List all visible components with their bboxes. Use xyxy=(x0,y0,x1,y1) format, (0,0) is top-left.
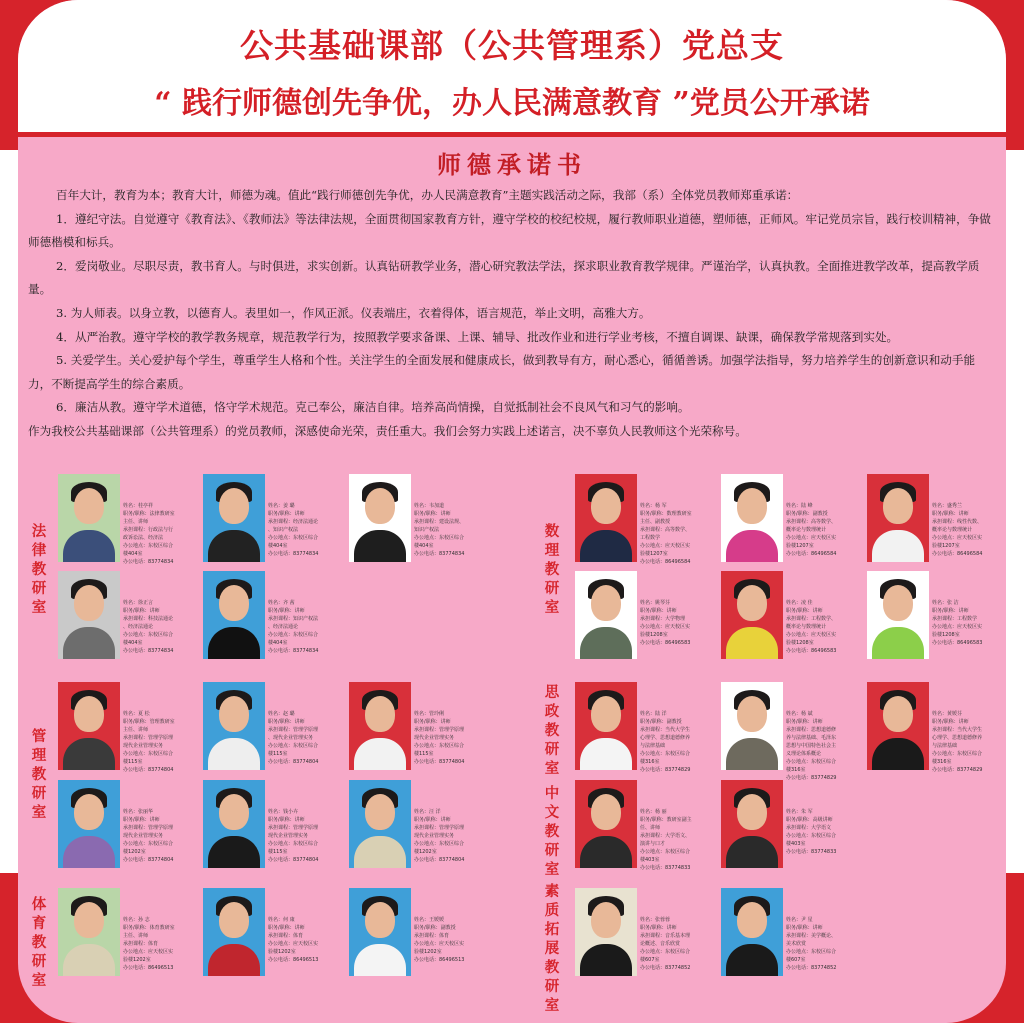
staff-card xyxy=(58,682,193,772)
staff-photo xyxy=(721,780,783,868)
staff-info-line: 姓名：张丽华 xyxy=(123,809,154,815)
staff-info-line: 办公地点：东校区综合 xyxy=(640,751,691,757)
staff-info-line: 承担课程：体育 xyxy=(123,941,159,947)
staff-info-line: 验楼1208室 xyxy=(786,640,814,646)
staff-info-line: 承担课程：管理学原理 xyxy=(268,727,319,733)
staff-photo xyxy=(575,780,637,868)
staff-info-line: 姓名：张蓉蓉 xyxy=(640,917,671,923)
staff-info-line: 办公地点：东校区综合 xyxy=(786,833,837,839)
staff-info-line: 办公地点：应天校区实 xyxy=(640,624,691,630)
staff-info-line: 心理学、思想道德修养 xyxy=(932,735,983,741)
staff-info-line: 办公电话：83774829 xyxy=(640,767,691,773)
staff-card xyxy=(721,474,856,564)
staff-info-line: 办公电话：83774852 xyxy=(786,965,837,971)
staff-info xyxy=(786,502,856,558)
staff-info xyxy=(786,599,856,655)
staff-info-line: 现代企业管理实务 xyxy=(123,743,164,749)
staff-info-line: 承担课程：体育 xyxy=(268,933,304,939)
staff-info-line: 概率论与数理统计 xyxy=(786,527,827,533)
staff-info-line: 办公电话：83774834 xyxy=(123,559,174,565)
staff-info xyxy=(123,808,193,864)
section-label-math: 数理教研室 xyxy=(544,523,560,616)
staff-info-line: 美术欣赏 xyxy=(786,941,807,947)
staff-info-line: 楼404室 xyxy=(123,551,143,557)
pledge-title: 师德承诺书 xyxy=(437,150,587,179)
staff-info-line: 职务/职称：讲师 xyxy=(268,608,305,614)
staff-info-line: 姓名：韦加道 xyxy=(414,503,445,509)
staff-info xyxy=(268,502,338,558)
staff-info-line: 办公地点：东校区综合 xyxy=(640,849,691,855)
staff-info-line: 姓名：齐 茜 xyxy=(268,600,295,606)
staff-info-line: 承担课程：管理学原理 xyxy=(123,735,174,741)
staff-info-line: 办公电话：83774834 xyxy=(268,648,319,654)
staff-photo xyxy=(58,474,120,562)
staff-info-line: 职务/职称：讲师 xyxy=(414,719,451,725)
staff-photo xyxy=(203,780,265,868)
staff-info-line: 姓名：朱 军 xyxy=(786,809,813,815)
staff-info-line: 、知识产权法 xyxy=(268,527,299,533)
staff-card xyxy=(58,571,193,661)
staff-info-line: 姓名：陆 峰 xyxy=(786,503,813,509)
staff-info-line: 承担课程：建设法规、 xyxy=(414,519,465,525)
staff-info-line: 办公电话：83774834 xyxy=(268,551,319,557)
staff-info-line: 承担课程：线性代数、 xyxy=(932,519,983,525)
staff-info-line: 楼403室 xyxy=(786,841,806,847)
staff-info-line: 职务/职称：副教授 xyxy=(786,511,828,517)
poster-subtitle: “ 践行师德创先争优，办人民满意教育 ”党员公开承诺 xyxy=(154,86,870,121)
staff-info-line: 办公地点：东校区综合 xyxy=(268,632,319,638)
staff-info-line: 楼404室 xyxy=(123,640,143,646)
staff-info-line: 办公地点：东校区综合 xyxy=(123,543,174,549)
staff-info xyxy=(268,710,338,766)
staff-info-line: 楼1202室 xyxy=(414,849,437,855)
staff-info-line: 办公电话：83774829 xyxy=(932,767,983,773)
staff-info-line: 楼115室 xyxy=(414,751,434,757)
staff-card xyxy=(867,682,1002,772)
staff-card xyxy=(575,682,710,772)
staff-info-line: 办公电话：86496584 xyxy=(786,551,837,557)
staff-info-line: 办公地点：东校区综合 xyxy=(414,743,465,749)
staff-info xyxy=(786,916,856,972)
staff-info-line: 姓名：张 洁 xyxy=(932,600,959,606)
staff-photo xyxy=(721,571,783,659)
staff-info-line: 办公电话：83774833 xyxy=(786,849,837,855)
staff-info-line: 职务/职称：讲师 xyxy=(932,719,969,725)
staff-info-line: 楼404室 xyxy=(414,543,434,549)
staff-card xyxy=(575,474,710,564)
staff-info-line: 楼115室 xyxy=(123,759,143,765)
staff-card xyxy=(58,474,193,564)
staff-info-line: 承担课程：思想道德修 xyxy=(786,727,837,733)
staff-info-line: 楼316室 xyxy=(786,767,806,773)
staff-info-line: 楼404室 xyxy=(268,543,288,549)
staff-info-line: 楼404室 xyxy=(268,640,288,646)
staff-info-line: 职务/职称：副教授 xyxy=(640,719,682,725)
staff-info-line: 职务/职称：讲师 xyxy=(268,817,305,823)
staff-info-line: 楼607室 xyxy=(640,957,660,963)
staff-info-line: 姓名：杨 丽 xyxy=(640,809,667,815)
staff-info-line: 职务/职称：讲师 xyxy=(786,719,823,725)
staff-photo xyxy=(203,888,265,976)
staff-info-line: 办公电话：83774804 xyxy=(123,857,174,863)
staff-info-line: 主任、讲师 xyxy=(123,727,149,733)
staff-info-line: 姓名：汪 洋 xyxy=(414,809,441,815)
staff-card xyxy=(575,571,710,661)
staff-info xyxy=(640,710,710,774)
section-label-chinese: 中文教研室 xyxy=(544,785,560,878)
staff-info-line: 验楼1202室 xyxy=(414,949,442,955)
staff-info-line: 政诉讼法、经济法 xyxy=(123,535,164,541)
staff-info-line: 楼316室 xyxy=(932,759,952,765)
staff-card xyxy=(721,780,856,870)
staff-info-line: 办公电话：86496583 xyxy=(932,640,983,646)
staff-info-line: 职务/职称：讲师 xyxy=(640,925,677,931)
staff-photo xyxy=(58,780,120,868)
staff-info-line: 姓名：陆 洋 xyxy=(640,711,667,717)
staff-info-line: 办公地点：东校区综合 xyxy=(268,841,319,847)
staff-info xyxy=(123,710,193,774)
staff-photo xyxy=(58,888,120,976)
staff-photo xyxy=(58,682,120,770)
staff-info-line: 办公电话：83774833 xyxy=(640,865,691,871)
staff-card xyxy=(575,888,710,978)
staff-info-line: 主任、副教授 xyxy=(640,519,671,525)
staff-info-line: 姓名：王媛媛 xyxy=(414,917,445,923)
staff-card xyxy=(349,888,484,978)
staff-info-line: 职务/职称：数理教研室 xyxy=(640,511,692,517)
staff-info-line: 办公电话：83774804 xyxy=(268,857,319,863)
staff-info-line: 验楼1202室 xyxy=(268,949,296,955)
staff-info-line: 办公地点：东校区综合 xyxy=(414,535,465,541)
staff-info-line: 与法律基础 xyxy=(640,743,666,749)
staff-info-line: 办公电话：86496583 xyxy=(786,648,837,654)
staff-info-line: 姓名：何 康 xyxy=(268,917,295,923)
staff-info-line: 职务/职称：讲师 xyxy=(640,608,677,614)
staff-photo xyxy=(349,780,411,868)
staff-card xyxy=(203,888,338,978)
staff-info-line: 职务/职称：体育教研室 xyxy=(123,925,175,931)
staff-info-line: 楼316室 xyxy=(640,759,660,765)
staff-info-line: 姓名：姚琴芬 xyxy=(640,600,671,606)
staff-info-line: 承担课程：大学语文 xyxy=(786,825,832,831)
divider xyxy=(18,132,1006,137)
staff-info-line: 楼607室 xyxy=(786,957,806,963)
staff-info-line: 与法律基础 xyxy=(932,743,958,749)
staff-info-line: 义理论体系概论 xyxy=(786,751,822,757)
staff-info-line: 概率论与数理统计 xyxy=(932,527,973,533)
staff-info-line: 办公地点：东校区综合 xyxy=(414,841,465,847)
staff-info xyxy=(932,710,1002,774)
staff-info-line: 办公地点：应天校区实 xyxy=(786,535,837,541)
staff-photo xyxy=(867,571,929,659)
staff-info-line: 姓名：徐正言 xyxy=(123,600,154,606)
staff-info-line: 承担课程：管理学原理 xyxy=(414,727,465,733)
staff-info-line: 办公地点：东校区综合 xyxy=(123,841,174,847)
staff-card xyxy=(721,571,856,661)
staff-info-line: 职务/职称：副教授 xyxy=(414,925,456,931)
staff-info-line: 论概述、音乐欣赏 xyxy=(640,941,681,947)
staff-info-line: 姓名：钱小卉 xyxy=(268,809,299,815)
staff-photo xyxy=(203,682,265,770)
staff-info xyxy=(640,916,710,972)
staff-info-line: 办公电话：83774834 xyxy=(123,648,174,654)
staff-info-line: 现代企业管理实务 xyxy=(123,833,164,839)
staff-info-line: 办公电话：86496513 xyxy=(123,965,174,971)
staff-card xyxy=(203,571,338,661)
staff-info-line: 姓名：黄媛芬 xyxy=(932,711,963,717)
staff-info-line: 办公地点：东校区综合 xyxy=(786,759,837,765)
staff-photo xyxy=(349,474,411,562)
staff-info-line: 姓名：夏 松 xyxy=(123,711,150,717)
staff-info-line: 办公电话：83774834 xyxy=(414,551,465,557)
staff-card xyxy=(203,780,338,870)
staff-card xyxy=(721,682,856,781)
staff-info-line: 承担课程：大学语文、 xyxy=(640,833,691,839)
staff-info-line: 验楼1202室 xyxy=(123,957,151,963)
staff-card xyxy=(575,780,710,870)
staff-photo xyxy=(867,682,929,770)
staff-info-line: 职务/职称：讲师 xyxy=(123,608,160,614)
staff-info-line: 办公地点：东校区综合 xyxy=(123,632,174,638)
staff-info-line: 承担课程：当代大学生 xyxy=(640,727,691,733)
staff-info-line: 、经济法通论 xyxy=(123,624,154,630)
staff-info-line: 办公电话：86496583 xyxy=(640,640,691,646)
staff-info-line: 职务/职称：讲师 xyxy=(268,719,305,725)
staff-card xyxy=(58,888,193,978)
staff-info xyxy=(268,808,338,864)
staff-photo xyxy=(349,888,411,976)
staff-info-line: 办公电话：83774852 xyxy=(640,965,691,971)
staff-info-line: 承担课程：管理学原理 xyxy=(123,825,174,831)
staff-card xyxy=(349,780,484,870)
staff-info-line: 主任、讲师 xyxy=(123,519,149,525)
pledge-paragraph: 作为我校公共基础课部（公共管理系）的党员教师，深感使命光荣，责任重大。我们会努力实践上述诺言，决不辜负人民教师这个光荣称号。 xyxy=(28,423,747,438)
staff-info-line: 姓名：管玲俐 xyxy=(414,711,445,717)
staff-info-line: 职务/职称：讲师 xyxy=(414,511,451,517)
staff-info-line: 承担课程：科技法通论 xyxy=(123,616,174,622)
staff-photo xyxy=(575,888,637,976)
staff-photo xyxy=(867,474,929,562)
staff-info-line: 姓名：尹 星 xyxy=(786,917,813,923)
staff-info-line: 楼115室 xyxy=(268,751,288,757)
staff-info-line: 演讲与口才 xyxy=(640,841,666,847)
staff-info xyxy=(640,599,710,647)
staff-card xyxy=(349,682,484,772)
staff-photo xyxy=(721,888,783,976)
staff-info-line: 承担课程：当代大学生 xyxy=(932,727,983,733)
staff-info-line: 承担课程：管理学原理 xyxy=(414,825,465,831)
staff-info-line: 任、讲师 xyxy=(640,825,661,831)
pledge-paragraph: 3. 为人师表。以身立教，以德育人。表里如一，作风正派。仪表端庄，衣着得体，语言规范，举止文明，高雅大方。 xyxy=(56,305,651,320)
staff-info-line: 办公地点：应天校区实 xyxy=(414,941,465,947)
staff-info-line: 办公地点：东校区综合 xyxy=(932,751,983,757)
staff-info-line: 职务/职称：讲师 xyxy=(268,925,305,931)
staff-info-line: 承担课程：管理学原理 xyxy=(268,825,319,831)
staff-info-line: 办公地点：东校区综合 xyxy=(268,743,319,749)
poster-title: 公共基础课部（公共管理系）党总支 xyxy=(240,26,784,65)
staff-info-line: 办公地点：应天校区实 xyxy=(786,632,837,638)
staff-info-line: 办公电话：83774829 xyxy=(786,775,837,781)
pledge-paragraph: 4．从严治教。遵守学校的教学教务规章，规范教学行为，按照教学要求备课、上课、辅导、批改作业和进行学业考核，不擅自调课、缺课，确保教学常规落到实处。 xyxy=(56,329,899,344)
staff-info-line: 办公电话：86496584 xyxy=(640,559,691,565)
staff-info-line: 办公电话：86496513 xyxy=(268,957,319,963)
staff-info-line: 概率论与数理统计 xyxy=(786,624,827,630)
staff-info-line: 职务/职称：管理教研室 xyxy=(123,719,175,725)
staff-info-line: 办公地点：东校区综合 xyxy=(123,751,174,757)
staff-info xyxy=(932,502,1002,558)
staff-info-line: 办公地点：应天校区实 xyxy=(932,535,983,541)
staff-info-line: 职务/职称：讲师 xyxy=(123,817,160,823)
staff-info-line: 思想与中国特色社会主 xyxy=(786,743,837,749)
staff-info-line: 职务/职称：讲师 xyxy=(786,925,823,931)
staff-photo xyxy=(349,682,411,770)
staff-info xyxy=(123,916,193,972)
pledge-paragraph: 2．爱岗敬业。尽职尽责，教书育人。与时俱进，求实创新。认真钻研教学业务，潜心研究教法学法，探求职业教育教学规律。严谨治学，认真执教。全面推进教学改革，提高教学质量。 xyxy=(28,258,980,297)
staff-info-line: 、现代企业管理实务 xyxy=(268,735,314,741)
staff-photo xyxy=(575,571,637,659)
staff-info-line: 验楼1207室 xyxy=(786,543,814,549)
staff-info-line: 职务/职称：法律教研室 xyxy=(123,511,175,517)
pledge-paragraph: 6．廉洁从教。遵守学术道德，恪守学术规范。克己奉公，廉洁自律。培养高尚情操，自觉抵制社会不良风气和习气的影响。 xyxy=(56,400,690,415)
staff-info-line: 承担课程：工程数学 xyxy=(932,616,978,622)
staff-info xyxy=(414,502,484,558)
staff-info xyxy=(414,710,484,766)
staff-info-line: 承担课程：音乐基本理 xyxy=(640,933,691,939)
section-label-pe: 体育教研室 xyxy=(31,896,47,989)
staff-info-line: 办公地点：应天校区实 xyxy=(268,941,319,947)
staff-card xyxy=(867,474,1002,564)
pledge-paragraph: 百年大计，教育为本；教育大计，师德为魂。值此“践行师德创先争优，办人民满意教育”主题实践活动之际，我部（系）全体党员教师郑重承诺： xyxy=(56,188,799,202)
staff-info xyxy=(414,916,484,964)
staff-photo xyxy=(575,682,637,770)
staff-info-line: 姓名：杨 斌 xyxy=(786,711,813,717)
staff-info-line: 姓名：赵 璐 xyxy=(268,711,295,717)
staff-info-line: 工程数学 xyxy=(640,535,661,541)
staff-photo xyxy=(58,571,120,659)
staff-card xyxy=(349,474,484,564)
staff-info-line: 职务/职称：讲师 xyxy=(786,608,823,614)
staff-info xyxy=(932,599,1002,647)
staff-info-line: 验楼1207室 xyxy=(932,543,960,549)
staff-info-line: 承担课程：美学概论、 xyxy=(786,933,837,939)
staff-info-line: 现代企业管理实务 xyxy=(268,833,309,839)
staff-photo xyxy=(721,474,783,562)
staff-info-line: 办公电话：83774804 xyxy=(414,857,465,863)
staff-info-line: 心理学、思想道德修养 xyxy=(640,735,691,741)
staff-info-line: 办公地点：应天校区实 xyxy=(123,949,174,955)
staff-info xyxy=(123,502,193,566)
staff-info-line: 姓名：孙 志 xyxy=(123,917,150,923)
staff-info-line: 办公地点：东校区综合 xyxy=(268,535,319,541)
staff-card xyxy=(867,571,1002,661)
staff-card xyxy=(58,780,193,870)
pledge-body xyxy=(28,184,998,444)
staff-card xyxy=(203,682,338,772)
section-label-law: 法律教研室 xyxy=(31,523,47,616)
staff-info-line: 办公电话：83774804 xyxy=(414,759,465,765)
staff-info-line: 现代企业管理实务 xyxy=(414,735,455,741)
staff-info-line: 姓名：盛秀兰 xyxy=(932,503,963,509)
staff-info-line: 承担课程：高等数学、 xyxy=(786,519,837,525)
staff-photo xyxy=(203,474,265,562)
staff-info-line: 承担课程：工程数学、 xyxy=(786,616,837,622)
staff-info-line: 承担课程：经济法通论 xyxy=(268,519,319,525)
section-label-management: 管理教研室 xyxy=(31,728,47,821)
staff-info-line: 知识产权法 xyxy=(414,527,440,533)
staff-info xyxy=(640,808,710,872)
staff-info-line: 职务/职称：讲师 xyxy=(932,511,969,517)
staff-info-line: 姓名：杨 军 xyxy=(640,503,667,509)
staff-photo xyxy=(203,571,265,659)
staff-info-line: 承担课程：行政法与行 xyxy=(123,527,174,533)
staff-info xyxy=(414,808,484,864)
staff-info-line: 职务/职称：讲师 xyxy=(932,608,969,614)
staff-photo xyxy=(721,682,783,770)
poster-board xyxy=(18,0,1006,1023)
staff-info-line: 主任、讲师 xyxy=(123,933,149,939)
pledge-paragraph: 5. 关爱学生。关心爱护每个学生，尊重学生人格和个性。关注学生的全面发展和健康成长，做到教导有方，耐心悉心，循循善诱。加强学法指导，努力培养学生的创新意识和动手能力，不断提高学生的综合素质。 xyxy=(28,353,976,391)
staff-info-line: 验楼1207室 xyxy=(640,551,668,557)
staff-info-line: 职务/职称：讲师 xyxy=(268,511,305,517)
staff-info-line: 承担课程：高等数学、 xyxy=(640,527,691,533)
staff-info xyxy=(123,599,193,655)
staff-info-line: 办公地点：应天校区实 xyxy=(640,543,691,549)
staff-info xyxy=(640,502,710,566)
staff-info xyxy=(268,599,338,655)
section-label-quality: 素质拓展教研室 xyxy=(544,883,560,1014)
poster-header xyxy=(18,0,1006,134)
staff-card xyxy=(203,474,338,564)
staff-photo xyxy=(575,474,637,562)
staff-info-line: 楼115室 xyxy=(268,849,288,855)
staff-info-line: 职务/职称：高级讲师 xyxy=(786,817,833,823)
staff-info-line: 职务/职称：讲师 xyxy=(414,817,451,823)
staff-info-line: 验楼1208室 xyxy=(640,632,668,638)
staff-info xyxy=(786,808,856,856)
staff-card xyxy=(721,888,856,978)
staff-info-line: 姓名：凌 佳 xyxy=(786,600,813,606)
staff-info-line: 办公电话：86496513 xyxy=(414,957,465,963)
staff-info-line: 办公电话：83774804 xyxy=(123,767,174,773)
staff-info-line: 办公电话：86496584 xyxy=(932,551,983,557)
staff-info xyxy=(786,710,856,782)
staff-info-line: 办公地点：东校区综合 xyxy=(786,949,837,955)
staff-info-line: 承担课程：大学物理 xyxy=(640,616,686,622)
staff-info-line: 承担课程：体育 xyxy=(414,933,450,939)
staff-info-line: 办公地点：东校区综合 xyxy=(640,949,691,955)
staff-info-line: 办公地点：应天校区实 xyxy=(932,624,983,630)
staff-info-line: 职务/职称：教研室副主 xyxy=(640,817,692,823)
staff-info-line: 、经济法通论 xyxy=(268,624,299,630)
staff-info-line: 姓名：姜 璐 xyxy=(268,503,295,509)
staff-info-line: 姓名：桂亭祥 xyxy=(123,503,154,509)
staff-info-line: 楼1202室 xyxy=(123,849,146,855)
staff-info-line: 办公电话：83774804 xyxy=(268,759,319,765)
staff-info-line: 承担课程：知识产权法 xyxy=(268,616,319,622)
pledge-paragraph: 1．遵纪守法。自觉遵守《教育法》、《教师法》等法律法规，全面贯彻国家教育方针，遵守学校的校纪校规，履行教师职业道德，塑师德，正师风。牢记党员宗旨，践行校训精神，争做师德楷模和标兵。 xyxy=(28,211,991,250)
staff-info-line: 养与法律基础、毛泽东 xyxy=(786,735,837,741)
staff-info-line: 验楼1208室 xyxy=(932,632,960,638)
staff-info xyxy=(268,916,338,964)
section-label-politics: 思政教研室 xyxy=(544,684,560,777)
staff-info-line: 现代企业管理实务 xyxy=(414,833,455,839)
staff-info-line: 楼403室 xyxy=(640,857,660,863)
